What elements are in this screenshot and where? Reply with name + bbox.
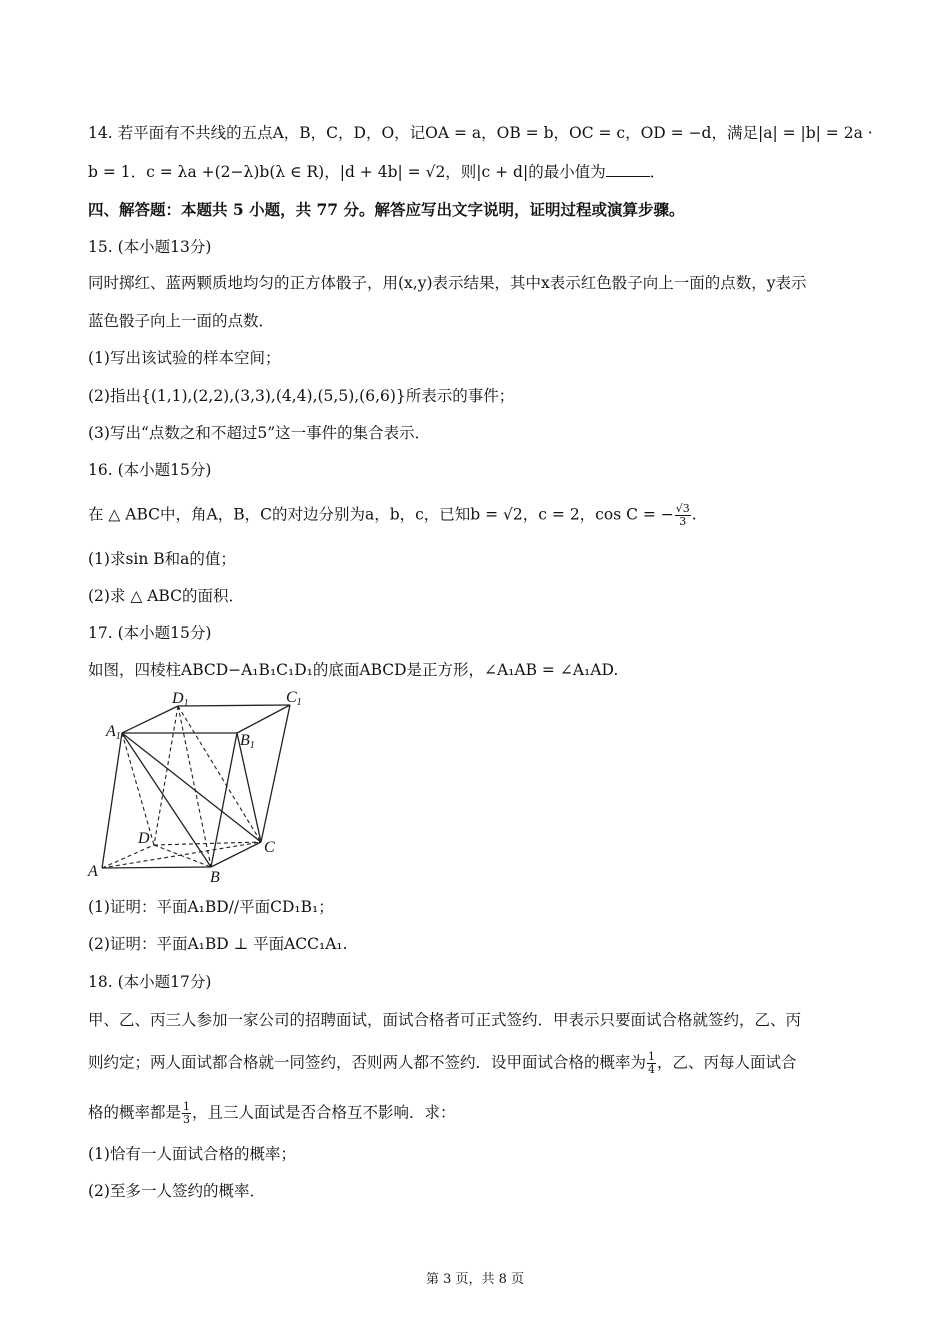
q18-part-2: (2)至多一人签约的概率． (88, 1182, 265, 1200)
q14-line2-end: ． (649, 163, 666, 181)
label-B1: B1 (240, 732, 255, 751)
q18-stem-2 (88, 1051, 797, 1076)
edge-AC-hidden (102, 842, 261, 868)
q18-frac2-den: 3 (183, 1113, 191, 1126)
q18-frac1-den: 4 (648, 1063, 656, 1076)
q16-stem-text: 在 △ ABC中，角A，B，C的对边分别为a，b，c，已知b = √2，c = 2，cos C = − (88, 505, 674, 524)
label-D: D (138, 830, 150, 847)
answer-blank (606, 162, 650, 177)
q18-frac1-num: 1 (648, 1050, 656, 1063)
q14-line1: 14. 若平面有不共线的五点A，B，C，D，O，记OA = a，OB = b，OC = c，OD = −d，满足|a| = |b| = 2a · (88, 124, 873, 142)
label-A1: A1 (106, 723, 121, 742)
q18-stem-3-text: 格的概率都是 (88, 1103, 182, 1122)
edge-C1C (261, 705, 290, 842)
q18-fraction-2 (182, 1101, 191, 1126)
q15-part-1: (1)写出该试验的样本空间； (88, 349, 281, 367)
q17-stem: 如图，四棱柱ABCD−A₁B₁C₁D₁的底面ABCD是正方形，∠A₁AB = ∠A₁AD. (88, 661, 619, 679)
edge-C1B1 (237, 705, 290, 733)
edge-A1D1 (122, 706, 178, 733)
edge-B1B (211, 733, 237, 867)
edge-A1A (102, 733, 122, 868)
q18-fraction-1 (647, 1051, 656, 1076)
q16-frac-num: √3 (675, 502, 690, 515)
edge-A1D-hidden (122, 733, 154, 845)
label-B: B (210, 869, 220, 886)
q18-stem-3 (88, 1101, 456, 1126)
q15-part-2: (2)指出{(1,1),(2,2),(3,3),(4,4),(5,5),(6,6)}所表示的事件； (88, 387, 515, 405)
edge-AB (102, 867, 211, 868)
q15-header: 15. (本小题13分) (88, 238, 212, 256)
q16-frac-den: 3 (679, 515, 687, 528)
page-footer: 第 3 页，共 8 页 (425, 1272, 525, 1287)
q15-part-3: (3)写出“点数之和不超过5”这一事件的集合表示． (88, 424, 431, 442)
q17-part-2: (2)证明：平面A₁BD ⊥ 平面ACC₁A₁. (88, 935, 348, 953)
q18-stem-2-text: 则约定；两人面试都合格就一同签约，否则两人都不签约．设甲面试合格的概率为 (88, 1053, 647, 1072)
q16-part-1: (1)求sin B和a的值； (88, 550, 236, 568)
edge-DB-hidden (154, 845, 211, 867)
label-D1: D1 (172, 690, 189, 709)
q18-header: 18. (本小题17分) (88, 973, 212, 991)
prism-figure (84, 688, 324, 888)
edge-DC-hidden (154, 842, 261, 845)
edge-A1B (122, 733, 211, 867)
q17-part-1: (1)证明：平面A₁BD//平面CD₁B₁； (88, 898, 334, 916)
q15-stem-2: 蓝色骰子向上一面的点数． (88, 312, 275, 330)
q16-stem-end: . (691, 505, 697, 524)
q17-header: 17. (本小题15分) (88, 624, 212, 642)
q16-header: 16. (本小题15分) (88, 461, 212, 479)
edge-D1D-hidden (154, 706, 178, 845)
q14-line2-text: b = 1．c = λa +(2−λ)b(λ ∈ R)，|d + 4b| = √2，则|c + d|的最小值为 (88, 163, 606, 181)
q18-part-1: (1)恰有一人面试合格的概率； (88, 1145, 296, 1163)
edge-AD-hidden (102, 845, 154, 868)
label-C: C (264, 839, 275, 856)
q18-frac2-num: 1 (183, 1100, 191, 1113)
q18-stem-1: 甲、乙、丙三人参加一家公司的招聘面试，面试合格者可正式签约．甲表示只要面试合格就签约，乙、丙 (88, 1011, 802, 1029)
q14-line2 (88, 161, 665, 183)
label-A: A (88, 863, 98, 880)
q18-stem-3-end: ，且三人面试是否合格互不影响．求： (192, 1103, 456, 1122)
edge-D1C1 (178, 705, 290, 706)
q16-part-2: (2)求 △ ABC的面积． (88, 587, 244, 605)
q15-stem-1: 同时掷红、蓝两颗质地均匀的正方体骰子，用(x,y)表示结果，其中x表示红色骰子向上一面的点数，y表示 (88, 274, 807, 292)
q16-fraction (675, 503, 691, 528)
q18-stem-2-end: ，乙、丙每人面试合 (657, 1053, 797, 1072)
label-C1: C1 (286, 689, 302, 708)
section-4-header: 四、解答题：本题共 5 小题，共 77 分。解答应写出文字说明，证明过程或演算步骤。 (88, 200, 685, 219)
q16-stem (88, 503, 697, 528)
